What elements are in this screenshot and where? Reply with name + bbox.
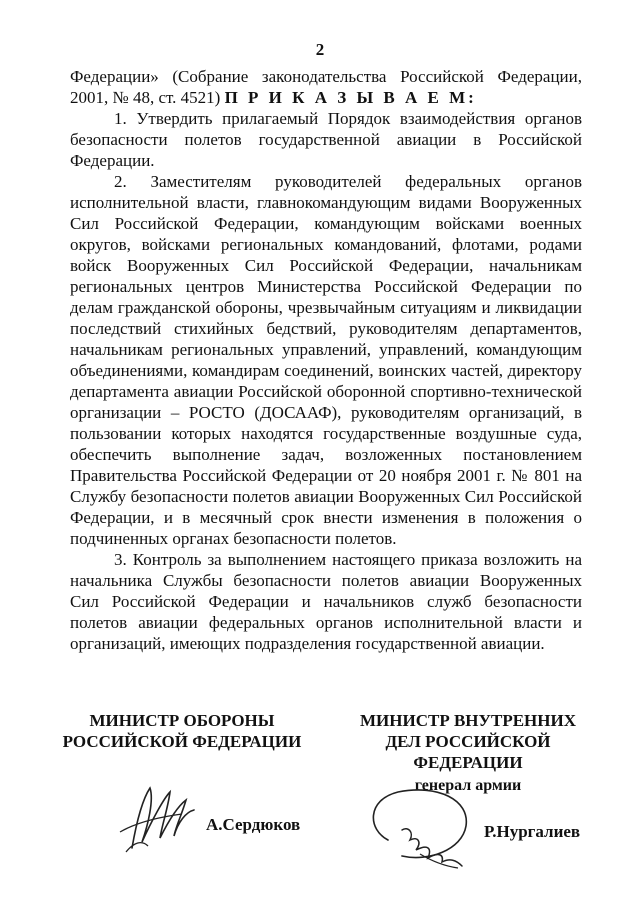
signature-block-defense-minister	[58, 710, 306, 752]
order-word: П Р И К А З Ы В А Е М:	[224, 88, 477, 107]
signatory-title-line3: ФЕДЕРАЦИИ	[413, 753, 523, 772]
signatory-title-line2: РОССИЙСКОЙ ФЕДЕРАЦИИ	[62, 732, 302, 751]
signatory-title-line1: МИНИСТР ОБОРОНЫ	[89, 711, 275, 730]
intro-paragraph	[70, 66, 582, 108]
item-1-paragraph: 1. Утвердить прилагаемый Порядок взаимодействия органов безопасности полетов государственной авиации в Российской Федерации.	[70, 109, 582, 170]
signatory-rank: генерал армии	[414, 777, 522, 794]
signatory-title-line2: ДЕЛ РОССИЙСКОЙ	[385, 732, 551, 751]
document-body	[70, 66, 582, 654]
signatory-name-right: Р.Нургалиев	[484, 822, 581, 841]
handwritten-signature-right	[358, 770, 488, 880]
page-number: 2	[315, 40, 325, 59]
item-3-paragraph: 3. Контроль за выполнением настоящего приказа возложить на начальника Службы безопасности полетов авиации Вооруженных Сил Российской Федерации и начальников служб безопасности полетов авиации федеральных органов исполнительной власти и организаций, имеющих подразделения государственной авиации.	[70, 550, 582, 653]
item-2-paragraph: 2. Заместителям руководителей федеральных органов исполнительной власти, главнокомандующим видами Вооруженных Сил Российской Федерации, командующим войсками военных округов, войсками региональных командований, флотами, родами войск Вооруженных Сил Российской Федерации, начальникам региональных центров Министерства Российской Федерации по делам гражданской обороны, чрезвычайным ситуациям и ликвидации последствий стихийных бедствий, руководителям департаментов, начальникам региональных управлений, управлений, командующим объединениями, командирам соединений, воинских частей, директору департамента авиации Российской оборонной спортивно-технической организации – РОСТО (ДОСААФ), руководителям организаций, в пользовании которых находятся государственные воздушные суда, обеспечить выполнение задач, возложенных постановлением Правительства Российской Федерации от 20 ноября 2001 г. № 801 на Службу безопасности полетов авиации Вооруженных Сил Российской Федерации, и в месячный срок внести изменения в положения о подчиненных органах безопасности полетов.	[70, 172, 582, 548]
signatory-name-left: А.Сердюков	[206, 815, 301, 834]
handwritten-signature-left	[112, 770, 202, 860]
intro-text: Федерации» (Собрание законодательства Российской Федерации, 2001, № 48, ст. 4521)	[70, 67, 582, 107]
signatory-title-line1: МИНИСТР ВНУТРЕННИХ	[359, 711, 576, 730]
